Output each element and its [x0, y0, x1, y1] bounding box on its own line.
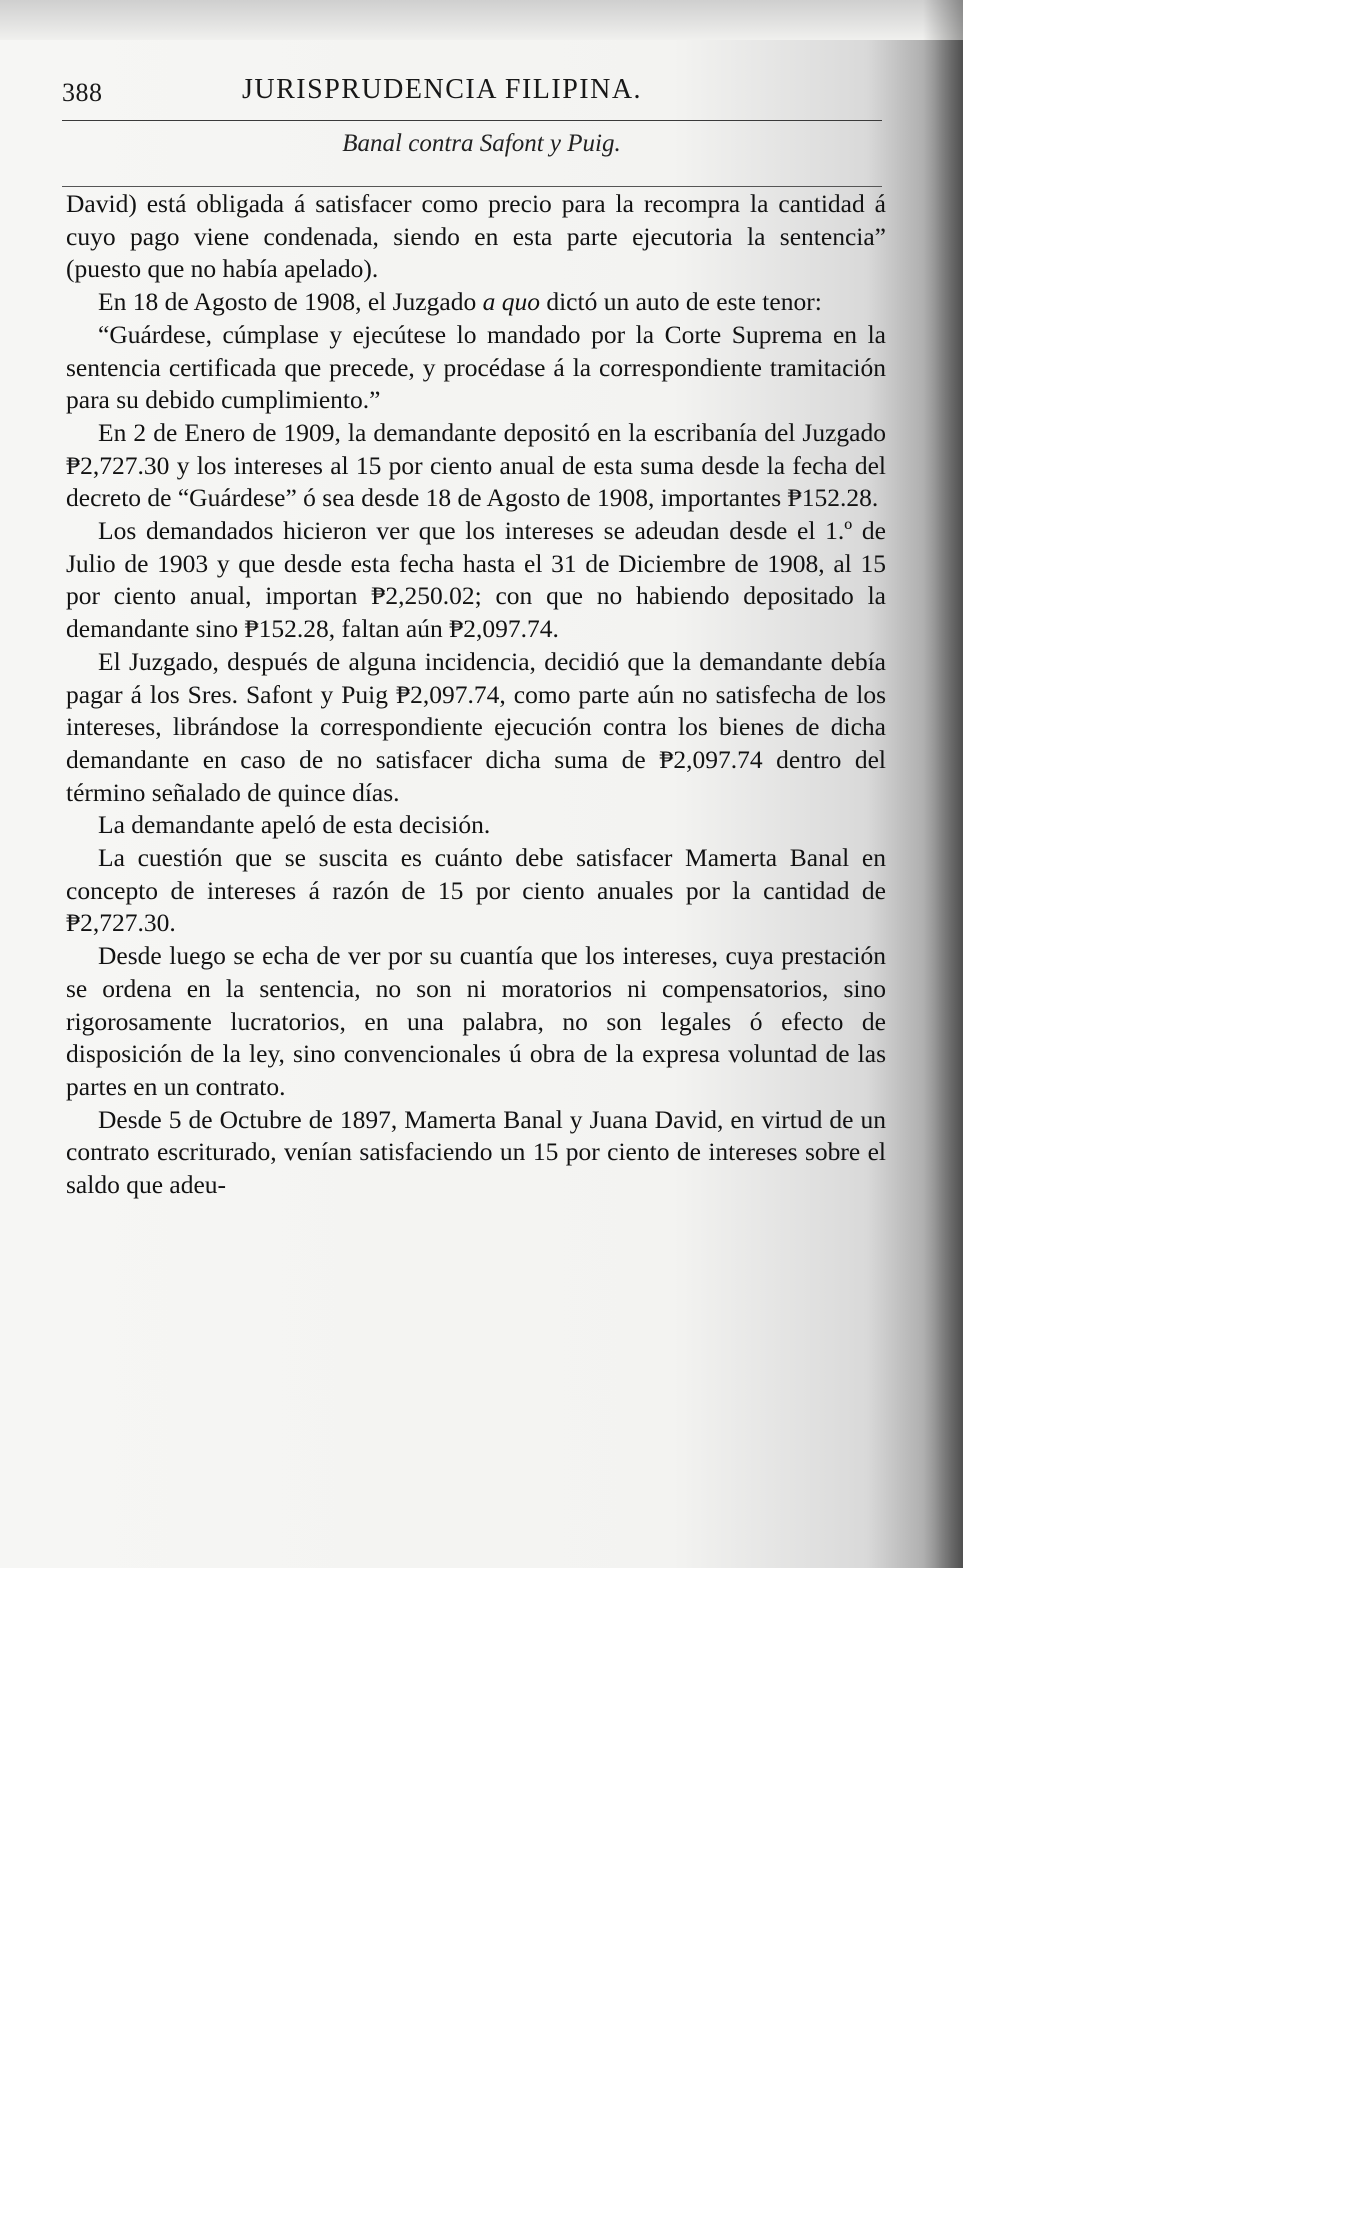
case-title: Banal contra Safont y Puig. [342, 130, 621, 157]
paragraph-auto-tail: dictó un auto de este tenor: [539, 287, 822, 317]
latin-term: a quo [482, 287, 540, 317]
paragraph-deposit: En 2 de Enero de 1909, la demandante depositó en la escribanía del Juzgado ₱2,727.30 y los intereses al 15 por ciento anual de esta suma desde la fecha del decreto de “Guárdese” ó sea desde 18 de Agosto de 1908, importantes ₱152.28. [66, 417, 886, 513]
paragraph-demandados: Los demandados hicieron ver que los intereses se adeudan desde el 1.º de Julio de 1903 y que desde esta fecha hasta el 31 de Diciembre de 1908, al 15 por ciento anual, importan ₱2,250.02; con que no habiendo depositado la demandante sino ₱152.28, faltan aún ₱2,097.74. [66, 516, 886, 644]
paragraph-intereses: Desde luego se echa de ver por su cuantía que los intereses, cuya prestación se ordena en la sentencia, no son ni moratorios ni compensatorios, sino rigorosamente lucratorios, en una palabra, no son legales ó efecto de disposición de la ley, sino convencionales ú obra de la expresa voluntad de las partes en un contrato. [66, 941, 886, 1101]
scan-top-edge [0, 0, 963, 40]
header-rule [62, 120, 882, 121]
book-page [0, 0, 963, 1568]
case-title-rule [62, 186, 882, 187]
paragraph-cuestion: La cuestión que se suscita es cuánto debe satisfacer Mamerta Banal en concepto de intereses á razón de 15 por ciento anuales por la cantidad de ₱2,727.30. [66, 843, 886, 938]
page-body [66, 188, 886, 1202]
page-edge-shadow [923, 0, 963, 1568]
paragraph-contrato: Desde 5 de Octubre de 1897, Mamerta Banal y Juana David, en virtud de un contrato escriturado, venían satisfaciendo un 15 por ciento de intereses sobre el saldo que adeu- [66, 1104, 886, 1200]
paragraph-auto-lead: En 18 de Agosto de 1908, el Juzgado [98, 287, 483, 317]
page-number: 388 [62, 78, 103, 107]
paragraph-auto [66, 286, 886, 319]
running-title: JURISPRUDENCIA FILIPINA. [242, 74, 643, 105]
paragraph-quote: “Guárdese, cúmplase y ejecútese lo mandado por la Corte Suprema en la sentencia certificada que precede, y procédase á la correspondiente tramitación para su debido cumplimiento.” [66, 319, 886, 415]
paragraph-continuation: David) está obligada á satisfacer como precio para la recompra la cantidad á cuyo pago viene condenada, siendo en esta parte ejecutoria la sentencia” (puesto que no había apelado). [66, 189, 886, 284]
paragraph-juzgado: El Juzgado, después de alguna incidencia, decidió que la demandante debía pagar á los Sres. Safont y Puig ₱2,097.74, como parte aún no satisfecha de los intereses, librándose la correspondiente ejecución contra los bienes de dicha demandante en caso de no satisfacer dicha suma de ₱2,097.74 dentro del término señalado de quince días. [66, 646, 886, 807]
page-header [62, 72, 882, 112]
paragraph-apelo: La demandante apeló de esta decisión. [98, 810, 491, 840]
